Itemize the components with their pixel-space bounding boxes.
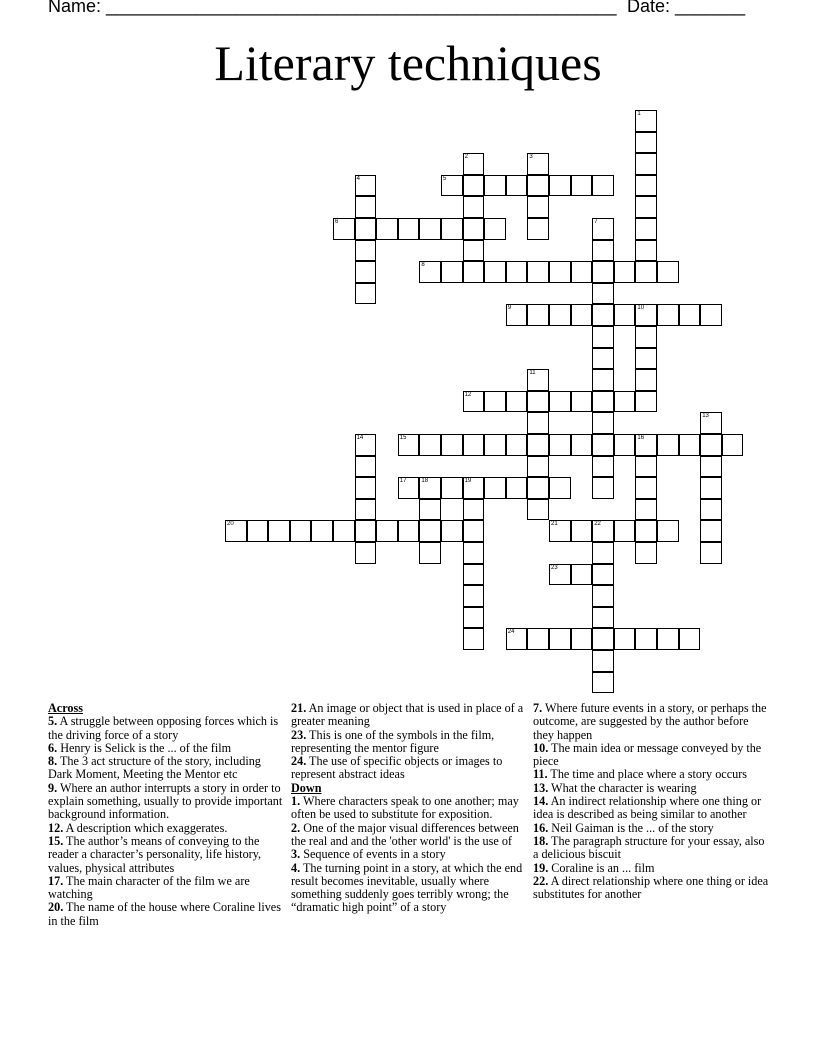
cell-number: 3 [529, 154, 533, 161]
clue-number: 6. [48, 740, 58, 755]
grid-cell[interactable] [700, 499, 722, 521]
grid-cell[interactable] [311, 520, 333, 542]
grid-cell[interactable] [463, 564, 485, 586]
clue-number: 16. [533, 820, 549, 835]
clue-number: 10. [533, 740, 549, 755]
clue-item [291, 702, 527, 729]
grid-cell[interactable] [549, 564, 571, 586]
grid-cell[interactable] [722, 434, 744, 456]
clue-number: 12. [48, 820, 64, 835]
grid-cell[interactable] [463, 218, 485, 240]
grid-cell[interactable] [527, 477, 549, 499]
cell-number: 1 [637, 111, 641, 117]
grid-cell[interactable] [419, 499, 441, 521]
name-field[interactable]: Name: ___________________________________________________ [48, 0, 617, 16]
grid-cell[interactable] [463, 477, 485, 499]
across-clues-list [48, 715, 284, 928]
grid-cell[interactable] [441, 520, 463, 542]
cell-number: 12 [464, 391, 472, 398]
grid-cell[interactable] [376, 520, 398, 542]
grid-cell[interactable] [355, 542, 377, 564]
clues-column-1 [48, 702, 284, 928]
grid-cell[interactable] [506, 261, 528, 283]
clue-number: 1. [291, 794, 301, 809]
grid-cell[interactable] [679, 628, 701, 650]
grid-cell[interactable] [355, 218, 377, 240]
clue-number: 20. [48, 900, 64, 915]
clue-item [533, 768, 769, 781]
grid-cell[interactable] [355, 261, 377, 283]
grid-cell[interactable] [571, 175, 593, 197]
clue-number: 4. [291, 860, 301, 875]
clue-text: A struggle between opposing forces which is the driving force of a story [48, 714, 279, 742]
clue-number: 5. [48, 714, 58, 729]
grid-cell[interactable] [463, 607, 485, 629]
clue-number: 19. [533, 860, 549, 875]
clue-item [533, 822, 769, 835]
grid-cell[interactable] [463, 434, 485, 456]
grid-cell[interactable] [355, 240, 377, 262]
grid-cell[interactable] [549, 628, 571, 650]
clue-text: The time and place where a story occurs [547, 767, 747, 782]
grid-cell[interactable] [463, 261, 485, 283]
grid-cell[interactable] [614, 628, 636, 650]
grid-cell[interactable] [419, 477, 441, 499]
clue-item [291, 822, 527, 849]
clue-item [291, 862, 527, 915]
grid-cell[interactable] [484, 477, 506, 499]
clue-number: 8. [48, 754, 58, 769]
grid-cell[interactable] [592, 304, 614, 326]
grid-cell[interactable] [527, 153, 549, 175]
grid-cell[interactable] [506, 304, 528, 326]
grid-cell[interactable] [592, 564, 614, 586]
grid-cell[interactable] [463, 520, 485, 542]
date-field[interactable]: Date: _______ [627, 0, 746, 16]
grid-cell[interactable] [635, 261, 657, 283]
grid-cell[interactable] [549, 434, 571, 456]
grid-cell[interactable] [592, 477, 614, 499]
cell-number: 11 [529, 370, 536, 377]
clue-item [48, 782, 284, 822]
grid-cell[interactable] [463, 153, 485, 175]
grid-cell[interactable] [592, 607, 614, 629]
grid-cell[interactable] [614, 434, 636, 456]
clue-item [48, 822, 284, 835]
grid-cell[interactable] [355, 456, 377, 478]
grid-cell[interactable] [398, 520, 420, 542]
grid-cell[interactable] [527, 499, 549, 521]
clue-text: A description which exaggerates. [63, 820, 228, 835]
clue-item [48, 742, 284, 755]
across-clues-list-continued [291, 702, 527, 782]
grid-cell[interactable] [355, 196, 377, 218]
cell-number: 18 [421, 478, 429, 485]
grid-cell[interactable] [635, 391, 657, 413]
clue-text: Coraline is an ... film [548, 860, 655, 875]
grid-cell[interactable] [635, 196, 657, 218]
cell-number: 19 [464, 478, 472, 485]
grid-cell[interactable] [635, 434, 657, 456]
grid-cell[interactable] [614, 520, 636, 542]
grid-cell[interactable] [592, 412, 614, 434]
grid-cell[interactable] [441, 218, 463, 240]
grid-cell[interactable] [635, 304, 657, 326]
cell-number: 20 [227, 521, 234, 528]
grid-cell[interactable] [484, 218, 506, 240]
clue-item [533, 795, 769, 822]
cell-number: 8 [421, 262, 425, 269]
grid-cell[interactable] [592, 585, 614, 607]
grid-cell[interactable] [549, 520, 571, 542]
grid-cell[interactable] [635, 175, 657, 197]
grid-cell[interactable] [463, 542, 485, 564]
cell-number: 13 [702, 413, 709, 420]
clue-item [48, 755, 284, 782]
cell-number: 6 [335, 219, 339, 225]
grid-cell[interactable] [463, 499, 485, 521]
grid-cell[interactable] [592, 650, 614, 672]
clue-item [533, 782, 769, 795]
grid-cell[interactable] [484, 261, 506, 283]
clue-item [533, 742, 769, 769]
grid-cell[interactable] [549, 175, 571, 197]
grid-cell[interactable] [506, 391, 528, 413]
clue-item [533, 702, 769, 742]
grid-cell[interactable] [614, 261, 636, 283]
down-clues-list-continued [533, 702, 769, 901]
clue-text: The use of specific objects or images to represent abstract ideas [291, 754, 503, 782]
clue-number: 9. [48, 780, 58, 795]
grid-cell[interactable] [527, 304, 549, 326]
grid-cell[interactable] [635, 520, 657, 542]
grid-cell[interactable] [700, 477, 722, 499]
grid-cell[interactable] [463, 240, 485, 262]
grid-cell[interactable] [571, 304, 593, 326]
clue-item [48, 875, 284, 902]
grid-cell[interactable] [592, 542, 614, 564]
grid-cell[interactable] [700, 304, 722, 326]
grid-cell[interactable] [268, 520, 290, 542]
grid-cell[interactable] [592, 369, 614, 391]
grid-cell[interactable] [635, 326, 657, 348]
grid-cell[interactable] [527, 456, 549, 478]
clue-item [48, 901, 284, 928]
grid-cell[interactable] [484, 391, 506, 413]
grid-cell[interactable] [592, 261, 614, 283]
grid-cell[interactable] [527, 218, 549, 240]
grid-cell[interactable] [592, 175, 614, 197]
grid-cell[interactable] [592, 628, 614, 650]
clue-number: 11. [533, 767, 548, 782]
cell-number: 10 [637, 305, 645, 312]
cell-number: 2 [464, 154, 468, 161]
grid-cell[interactable] [657, 628, 679, 650]
grid-cell[interactable] [527, 434, 549, 456]
clue-text: The paragraph structure for your essay, also a delicious biscuit [533, 833, 765, 862]
grid-cell[interactable] [355, 283, 377, 305]
grid-cell[interactable] [592, 391, 614, 413]
grid-cell[interactable] [549, 304, 571, 326]
grid-cell[interactable] [527, 196, 549, 218]
grid-cell[interactable] [527, 628, 549, 650]
grid-cell[interactable] [290, 520, 312, 542]
grid-cell[interactable] [679, 434, 701, 456]
grid-cell[interactable] [635, 240, 657, 262]
grid-cell[interactable] [700, 412, 722, 434]
grid-cell[interactable] [592, 283, 614, 305]
clue-text: The 3 act structure of the story, including Dark Moment, Meeting the Mentor etc [48, 754, 261, 782]
clue-number: 23. [291, 727, 307, 742]
clue-text: A direct relationship where one thing or idea substitutes for another [533, 873, 769, 902]
grid-cell[interactable] [527, 412, 549, 434]
cell-number: 14 [356, 435, 364, 441]
grid-cell[interactable] [635, 542, 657, 564]
grid-cell[interactable] [571, 628, 593, 650]
grid-cell[interactable] [635, 110, 657, 132]
clue-number: 24. [291, 754, 307, 769]
clue-number: 14. [533, 794, 549, 809]
clue-text: Henry is Selick is the ... of the film [57, 740, 232, 755]
grid-cell[interactable] [657, 434, 679, 456]
grid-cell[interactable] [635, 348, 657, 370]
clues-column-2 [291, 702, 527, 915]
grid-cell[interactable] [571, 434, 593, 456]
clue-text: The author’s means of conveying to the reader a character’s personality, life history, values, physical attributes [48, 833, 262, 875]
cell-number: 5 [443, 175, 447, 182]
clue-text: What the character is wearing [548, 780, 697, 795]
clues-column-3 [533, 702, 769, 901]
clue-text: The main character of the film we are watching [48, 873, 250, 902]
clue-text: Where an author interrupts a story in order to explain something, usually to provide important background information. [48, 780, 283, 822]
clue-number: 3. [291, 847, 301, 862]
grid-cell[interactable] [592, 218, 614, 240]
clue-item [291, 795, 527, 822]
grid-cell[interactable] [635, 477, 657, 499]
cell-number: 17 [399, 478, 407, 485]
grid-cell[interactable] [398, 434, 420, 456]
clue-text: Where future events in a story, or perhaps the outcome, are suggested by the author before they happen [533, 701, 767, 742]
cell-number: 7 [594, 219, 598, 225]
grid-cell[interactable] [398, 477, 420, 499]
cell-number: 24 [507, 629, 515, 636]
grid-cell[interactable] [571, 520, 593, 542]
grid-cell[interactable] [700, 456, 722, 478]
grid-cell[interactable] [527, 369, 549, 391]
clue-number: 15. [48, 833, 64, 848]
clue-item [533, 875, 769, 902]
grid-cell[interactable] [571, 261, 593, 283]
clue-number: 18. [533, 833, 549, 848]
clue-item [533, 835, 769, 862]
grid-cell[interactable] [419, 218, 441, 240]
grid-cell[interactable] [441, 261, 463, 283]
grid-cell[interactable] [635, 628, 657, 650]
grid-cell[interactable] [657, 304, 679, 326]
grid-cell[interactable] [355, 520, 377, 542]
grid-cell[interactable] [419, 434, 441, 456]
grid-cell[interactable] [419, 520, 441, 542]
clue-item [48, 835, 284, 875]
clue-number: 17. [48, 873, 64, 888]
cell-number: 15 [399, 435, 407, 441]
grid-cell[interactable] [333, 218, 355, 240]
grid-cell[interactable] [635, 369, 657, 391]
clue-item [291, 848, 527, 861]
clue-item [291, 729, 527, 756]
down-heading: Down [291, 780, 322, 795]
grid-cell[interactable] [635, 153, 657, 175]
grid-cell[interactable] [592, 520, 614, 542]
grid-cell[interactable] [506, 477, 528, 499]
clue-number: 22. [533, 873, 549, 888]
grid-cell[interactable] [592, 240, 614, 262]
grid-cell[interactable] [463, 175, 485, 197]
cell-number: 23 [551, 564, 558, 571]
grid-cell[interactable] [571, 564, 593, 586]
grid-cell[interactable] [506, 434, 528, 456]
grid-cell[interactable] [441, 434, 463, 456]
clue-number: 2. [291, 820, 301, 835]
grid-cell[interactable] [398, 218, 420, 240]
grid-cell[interactable] [657, 261, 679, 283]
cell-number: 22 [594, 521, 601, 528]
grid-cell[interactable] [571, 391, 593, 413]
grid-cell[interactable] [463, 391, 485, 413]
grid-cell[interactable] [679, 304, 701, 326]
grid-cell[interactable] [614, 304, 636, 326]
grid-cell[interactable] [635, 132, 657, 154]
grid-cell[interactable] [549, 391, 571, 413]
grid-cell[interactable] [463, 196, 485, 218]
grid-cell[interactable] [527, 175, 549, 197]
grid-cell[interactable] [614, 391, 636, 413]
grid-cell[interactable] [700, 520, 722, 542]
clue-text: One of the major visual differences between the real and and the 'other world' is the use of [291, 820, 519, 848]
grid-cell[interactable] [635, 456, 657, 478]
grid-cell[interactable] [463, 628, 485, 650]
grid-cell[interactable] [549, 261, 571, 283]
clue-text: An image or object that is used in place of a greater meaning [291, 701, 524, 729]
across-heading: Across [48, 701, 83, 715]
cell-number: 21 [551, 521, 558, 528]
down-clues-list [291, 795, 527, 915]
clue-text: The name of the house where Coraline lives in the film [48, 900, 281, 928]
clue-number: 7. [533, 701, 543, 715]
grid-cell[interactable] [700, 542, 722, 564]
grid-cell[interactable] [355, 175, 377, 197]
grid-cell[interactable] [247, 520, 269, 542]
clue-text: The main idea or message conveyed by the piece [533, 740, 762, 769]
grid-cell[interactable] [333, 520, 355, 542]
clue-text: An indirect relationship where one thing or idea is described as being similar to another [533, 794, 762, 822]
grid-cell[interactable] [376, 218, 398, 240]
grid-cell[interactable] [355, 499, 377, 521]
grid-cell[interactable] [527, 391, 549, 413]
grid-cell[interactable] [355, 434, 377, 456]
grid-cell[interactable] [441, 477, 463, 499]
grid-cell[interactable] [592, 434, 614, 456]
clue-number: 21. [291, 701, 307, 715]
grid-cell[interactable] [355, 477, 377, 499]
cell-number: 4 [356, 175, 360, 182]
clue-item [291, 755, 527, 782]
grid-cell[interactable] [657, 520, 679, 542]
clue-item [533, 862, 769, 875]
grid-cell[interactable] [635, 218, 657, 240]
grid-cell[interactable] [419, 261, 441, 283]
grid-cell[interactable] [592, 348, 614, 370]
cell-number: 9 [507, 305, 512, 312]
grid-cell[interactable] [527, 261, 549, 283]
grid-cell[interactable] [592, 326, 614, 348]
clue-text: Neil Gaiman is the ... of the story [548, 820, 714, 835]
page-title: Literary techniques [214, 35, 602, 91]
grid-cell[interactable] [484, 175, 506, 197]
grid-cell[interactable] [592, 456, 614, 478]
grid-cell[interactable] [506, 175, 528, 197]
grid-cell[interactable] [592, 672, 614, 694]
grid-cell[interactable] [484, 434, 506, 456]
grid-cell[interactable] [635, 499, 657, 521]
grid-cell[interactable] [463, 585, 485, 607]
clue-text: The turning point in a story, at which the end result becomes inevitable, usually where something suddenly goes terribly wrong; the “dramatic high point” of a story [291, 860, 523, 915]
grid-cell[interactable] [419, 542, 441, 564]
grid-cell[interactable] [549, 477, 571, 499]
grid-cell[interactable] [441, 175, 463, 197]
grid-cell[interactable] [225, 520, 247, 542]
clue-text: Where characters speak to one another; may often be used to substitute for exposition. [291, 794, 519, 822]
clue-text: Sequence of events in a story [300, 847, 446, 862]
clue-number: 13. [533, 780, 549, 795]
grid-cell[interactable] [506, 628, 528, 650]
cell-number: 16 [637, 435, 645, 441]
clue-text: This is one of the symbols in the film, representing the mentor figure [291, 727, 495, 755]
clue-item [48, 715, 284, 742]
grid-cell[interactable] [700, 434, 722, 456]
